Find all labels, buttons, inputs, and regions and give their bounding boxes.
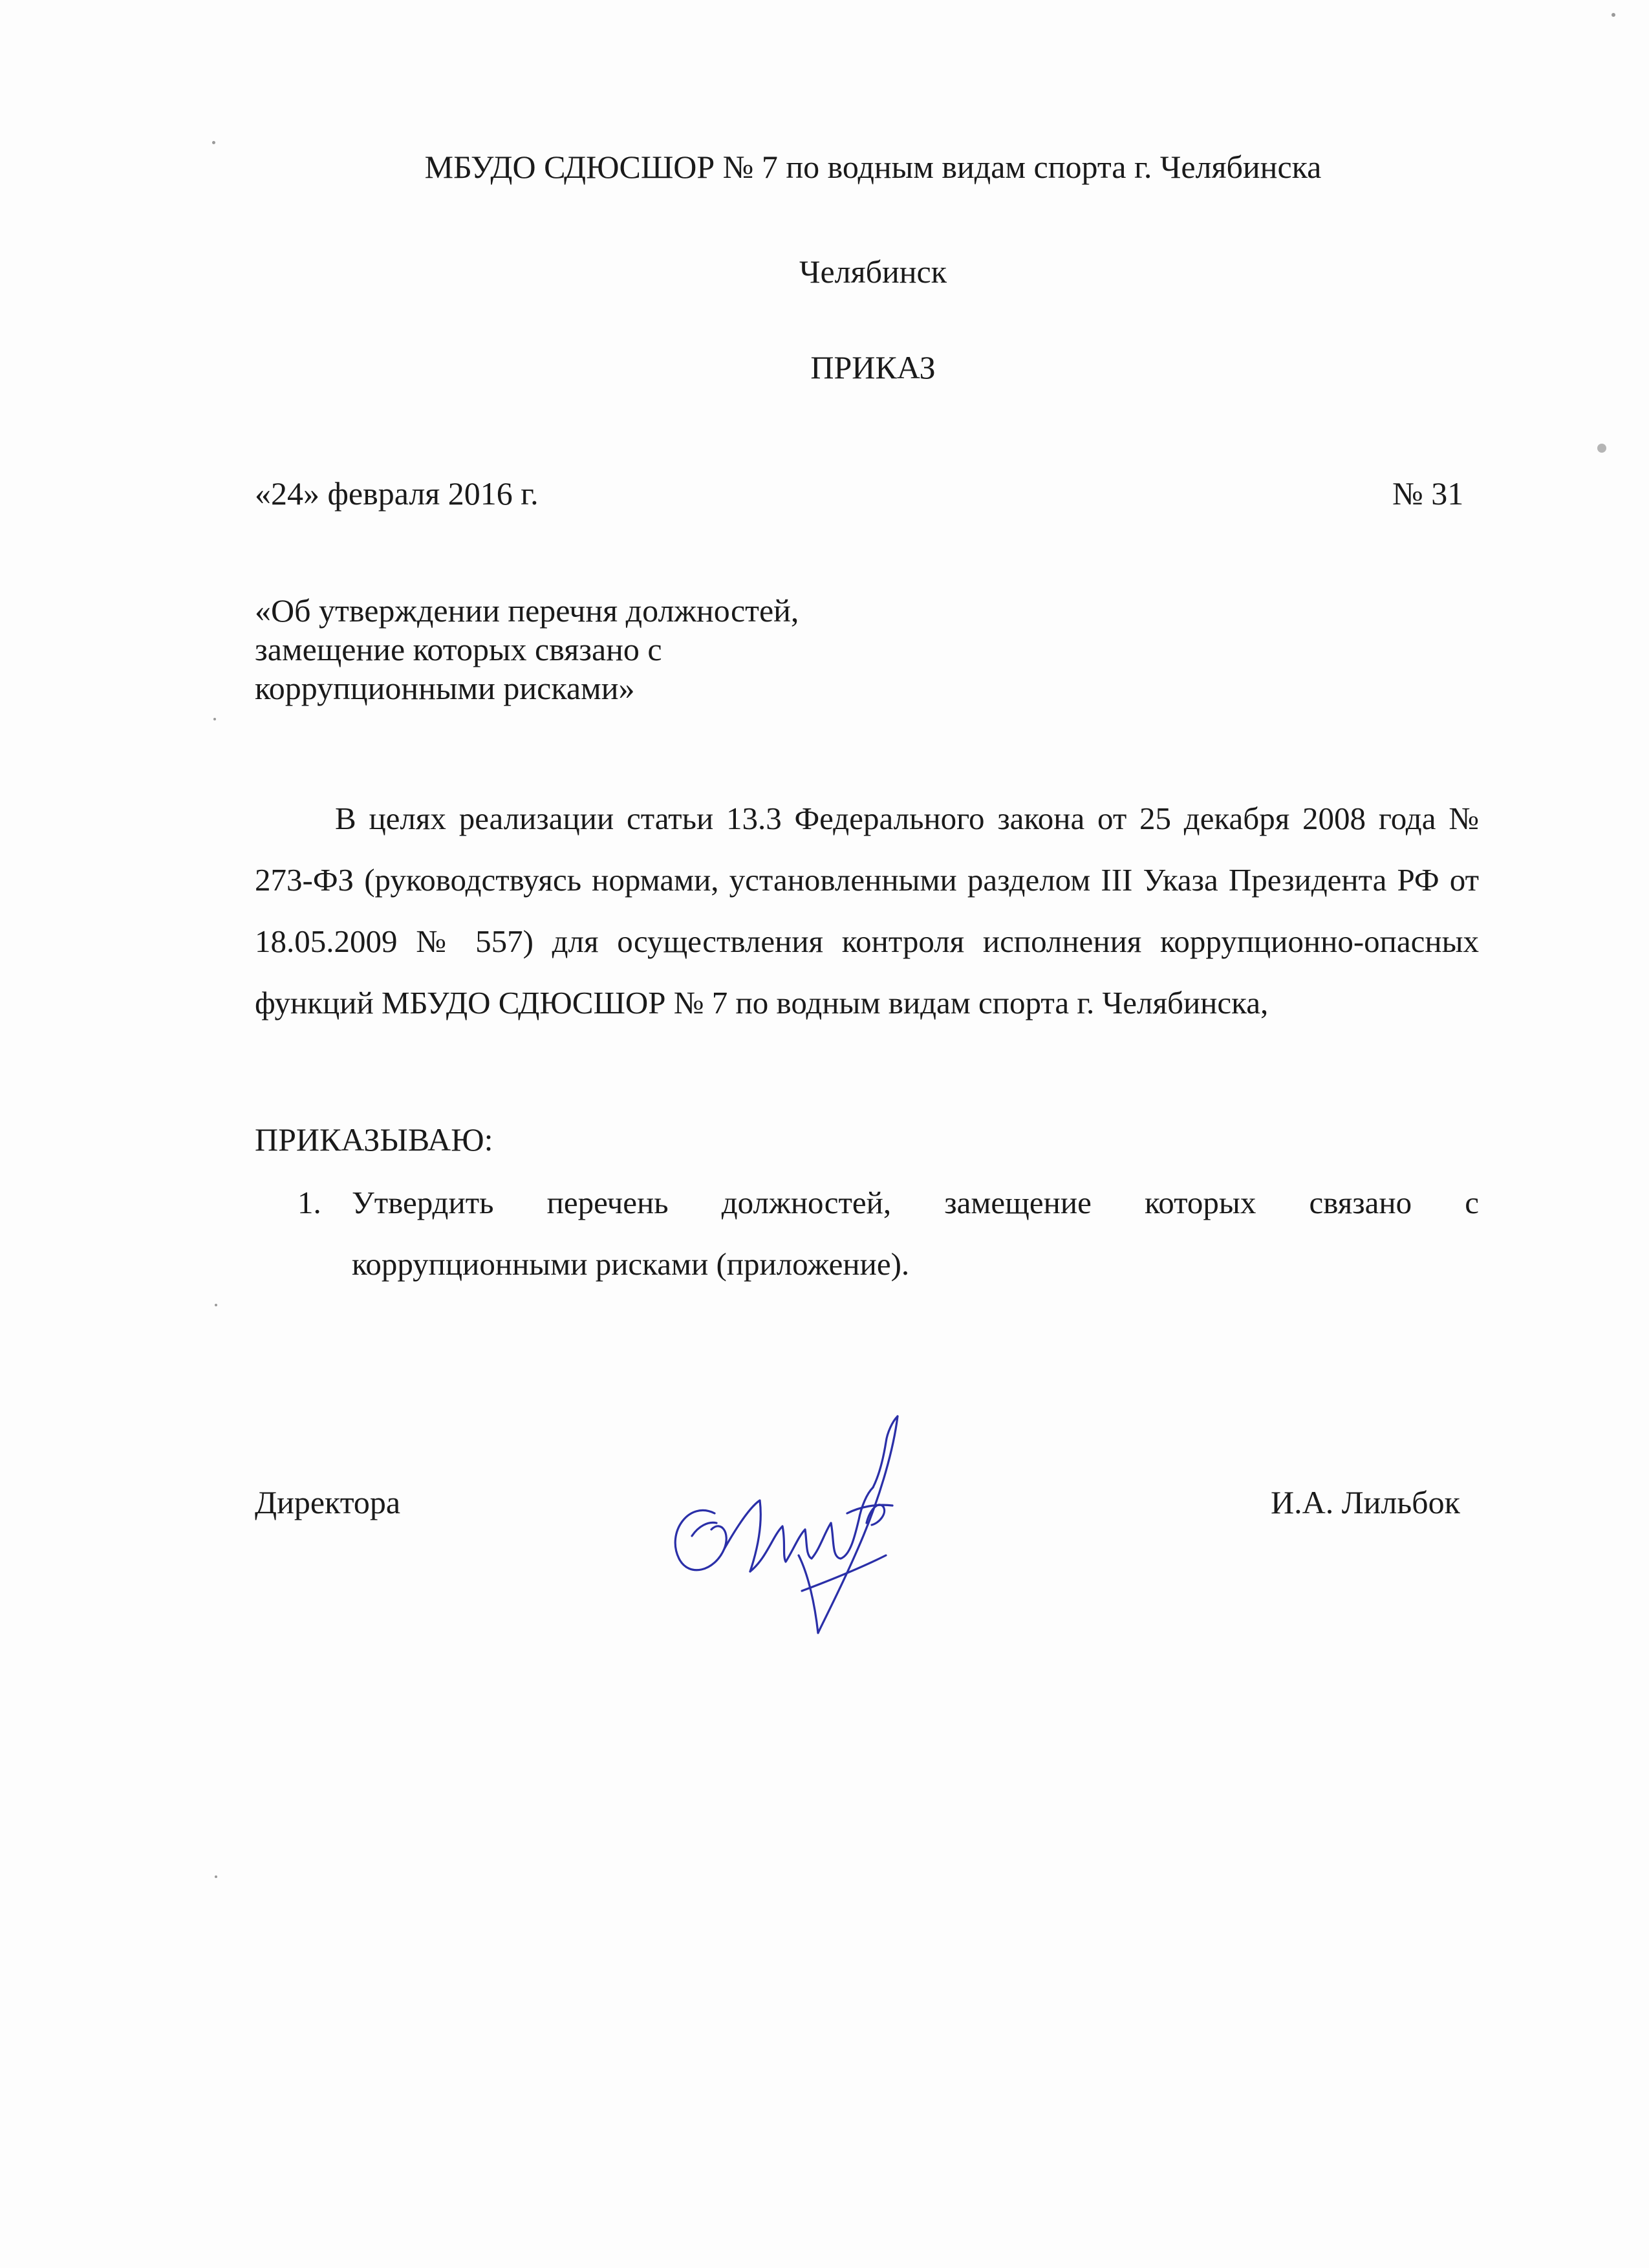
body-paragraph (255, 788, 1479, 1033)
list-item-text-continued: коррупционными рисками (приложение). (352, 1246, 910, 1282)
scan-speck (213, 718, 216, 720)
scan-speck (215, 1304, 217, 1306)
signer-title: Директора (255, 1484, 401, 1520)
scan-speck (215, 1875, 217, 1878)
signer-name: И.А. Лильбок (1271, 1484, 1460, 1520)
city-name: Челябинск (799, 254, 947, 290)
subject-line: «Об утверждении перечня должностей, (255, 592, 799, 629)
document-subject (255, 591, 1031, 707)
subject-line: коррупционными рисками» (255, 670, 635, 706)
scan-speck (1611, 13, 1615, 17)
organization-header: МБУДО СДЮСШОР № 7 по водным видам спорта г. Челябинска (424, 149, 1322, 185)
order-word: ПРИКАЗЫВАЮ: (255, 1121, 493, 1158)
handwritten-signature (653, 1397, 925, 1643)
subject-line: замещение которых связано с (255, 631, 662, 667)
list-item-number: 1. (297, 1185, 321, 1220)
document-number: № 31 (1392, 475, 1464, 512)
document-type-title: ПРИКАЗ (810, 349, 936, 385)
scan-speck (212, 141, 215, 144)
document-date: «24» февраля 2016 г. (255, 475, 539, 512)
body-text: В целях реализации статьи 13.3 Федерального закона от 25 декабря 2008 года № 273-ФЗ (руководствуясь нормами, установленными разделом III Указа Президента РФ от 18.05.2009 № 557) для осуществления контроля исполнения коррупционно-опасных функций МБУДО СДЮСШОР № 7 по водным видам спорта г. Челябинска, (255, 801, 1479, 1021)
scan-speck (1597, 444, 1606, 453)
list-item-text: Утвердить перечень должностей, замещение которых связано с (352, 1185, 1479, 1220)
